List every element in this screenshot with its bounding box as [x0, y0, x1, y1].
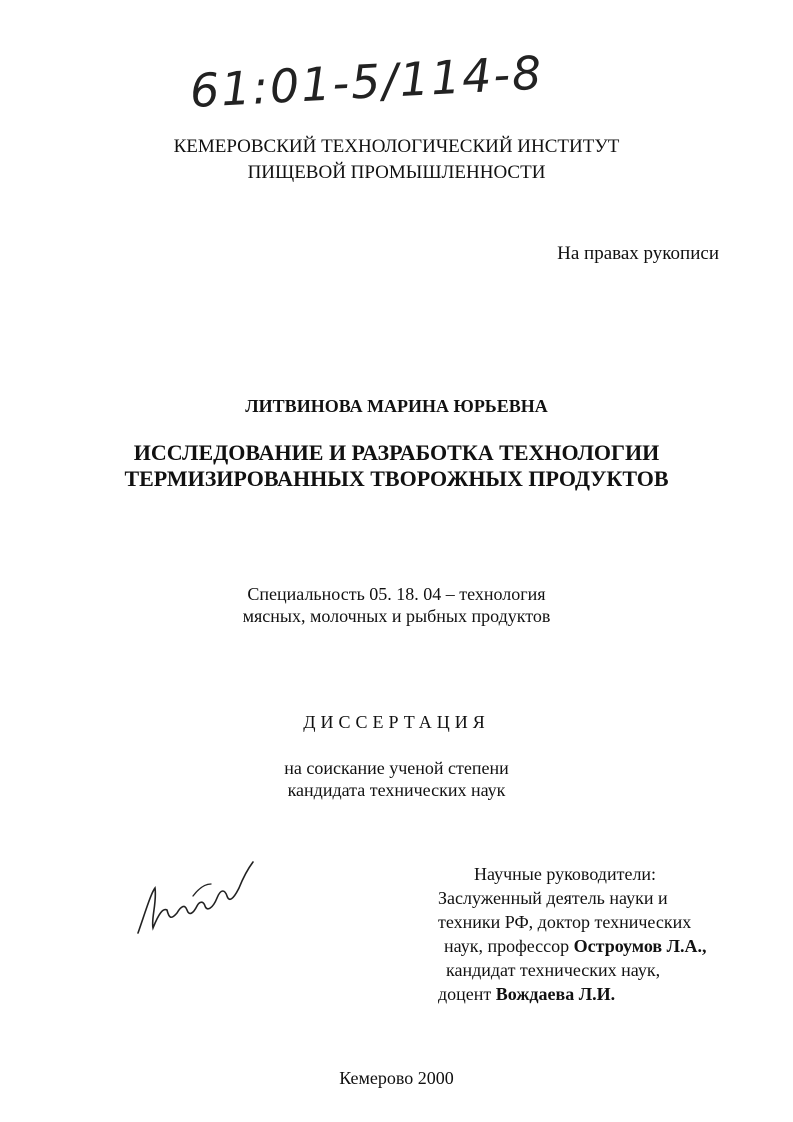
- rights-note: На правах рукописи: [557, 243, 719, 264]
- degree-line-1: на соискание ученой степени: [284, 758, 509, 778]
- supervisor-name-2: Вождаева Л.И.: [495, 984, 616, 1004]
- supervisors-heading: Научные руководители:: [474, 864, 657, 884]
- dissertation-title: [0, 440, 793, 492]
- catalog-code-handwritten: 61:01-5/114-8: [188, 45, 545, 118]
- title-line-1: ИССЛЕДОВАНИЕ И РАЗРАБОТКА ТЕХНОЛОГИИ: [133, 440, 660, 465]
- supervisor-line-3-prefix: наук, профессор: [444, 936, 574, 956]
- institute-line-1: КЕМЕРОВСКИЙ ТЕХНОЛОГИЧЕСКИЙ ИНСТИТУТ: [173, 136, 620, 157]
- author-name: ЛИТВИНОВА МАРИНА ЮРЬЕВНА: [245, 396, 548, 416]
- work-type: ДИССЕРТАЦИЯ: [303, 712, 490, 732]
- supervisor-line-5-prefix: доцент: [438, 984, 496, 1004]
- supervisor-line-4: кандидат технических наук,: [446, 960, 661, 980]
- title-line-2: ТЕРМИЗИРОВАННЫХ ТВОРОЖНЫХ ПРОДУКТОВ: [124, 466, 669, 491]
- institute-name: [0, 134, 793, 186]
- signature: [133, 858, 258, 938]
- specialty: [0, 583, 793, 627]
- specialty-line-2: мясных, молочных и рыбных продуктов: [242, 606, 551, 626]
- supervisor-name-1: Остроумов Л.А.,: [573, 936, 707, 956]
- supervisor-line-1: Заслуженный деятель науки и: [438, 888, 668, 908]
- supervisor-line-2: техники РФ, доктор технических: [438, 912, 692, 932]
- specialty-line-1: Специальность 05. 18. 04 – технология: [247, 584, 546, 604]
- supervisor-line-3: [438, 934, 738, 958]
- supervisor-line-5: [438, 982, 738, 1006]
- supervisors-block: [438, 862, 738, 1006]
- institute-line-2: ПИЩЕВОЙ ПРОМЫШЛЕННОСТИ: [247, 162, 546, 183]
- degree: [0, 757, 793, 801]
- degree-line-2: кандидата технических наук: [287, 780, 506, 800]
- city-year: Кемерово 2000: [339, 1068, 454, 1088]
